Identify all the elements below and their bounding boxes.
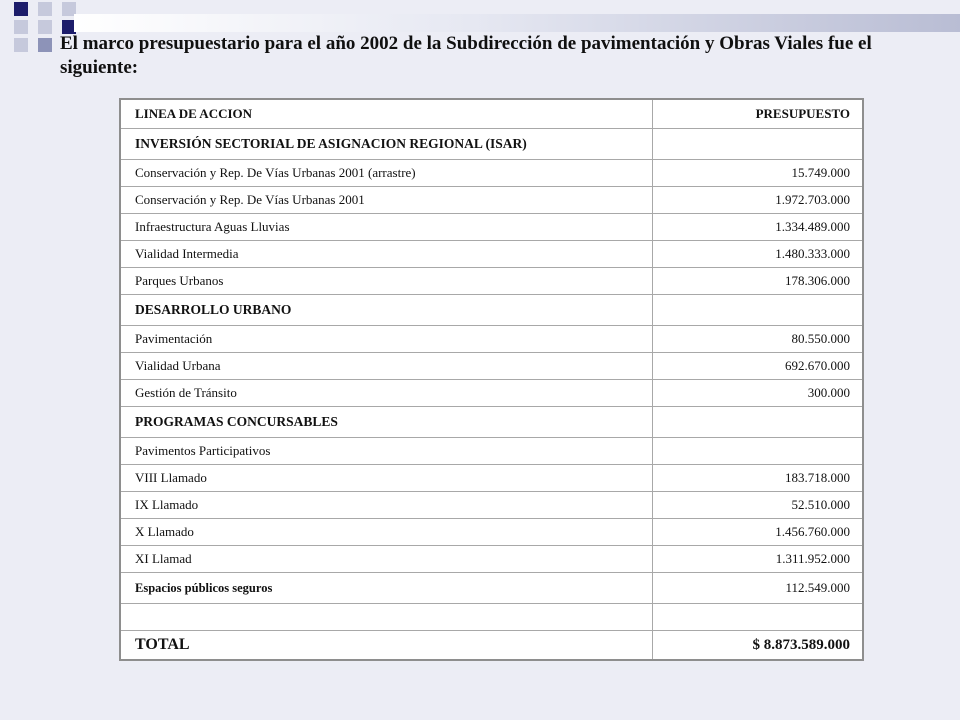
row-amount: 112.549.000 (653, 573, 864, 604)
table-row (120, 492, 863, 519)
row-amount: 1.311.952.000 (653, 546, 864, 573)
section-row-desarrollo-urbano (120, 295, 863, 326)
row-label: Espacios públicos seguros (120, 573, 653, 604)
row-label: Vialidad Urbana (120, 353, 653, 380)
column-header-line: LINEA DE ACCION (120, 99, 653, 129)
total-amount: $ 8.873.589.000 (653, 631, 864, 661)
table-row (120, 546, 863, 573)
row-amount (653, 438, 864, 465)
table-row (120, 187, 863, 214)
page-title: El marco presupuestario para el año 2002 de la Subdirección de pavimentación y Obras Viales fue el siguiente: (60, 33, 872, 78)
row-label: Vialidad Intermedia (120, 241, 653, 268)
empty-cell (653, 129, 864, 160)
table-row (120, 326, 863, 353)
decor-square-light (38, 2, 52, 16)
row-label: Pavimentación (120, 326, 653, 353)
table-row (120, 268, 863, 295)
decor-gradient-bar (74, 14, 960, 32)
row-amount: 1.480.333.000 (653, 241, 864, 268)
table-row (120, 353, 863, 380)
empty-cell (120, 604, 653, 631)
row-amount: 1.334.489.000 (653, 214, 864, 241)
row-label: Gestión de Tránsito (120, 380, 653, 407)
row-label: XI Llamad (120, 546, 653, 573)
section-title: PROGRAMAS CONCURSABLES (120, 407, 653, 438)
table-row (120, 438, 863, 465)
decor-square-light (14, 38, 28, 52)
row-amount: 52.510.000 (653, 492, 864, 519)
row-amount: 692.670.000 (653, 353, 864, 380)
table-row (120, 465, 863, 492)
decor-square-light (38, 20, 52, 34)
table-header-row (120, 99, 863, 129)
section-title: INVERSIÓN SECTORIAL DE ASIGNACION REGIONAL (ISAR) (120, 129, 653, 160)
row-label: VIII Llamado (120, 465, 653, 492)
row-label: Conservación y Rep. De Vías Urbanas 2001 (arrastre) (120, 160, 653, 187)
section-row-programas-concursables (120, 407, 863, 438)
row-label: Conservación y Rep. De Vías Urbanas 2001 (120, 187, 653, 214)
table-row (120, 380, 863, 407)
row-amount: 1.456.760.000 (653, 519, 864, 546)
empty-cell (653, 604, 864, 631)
empty-cell (653, 407, 864, 438)
section-row-isar (120, 129, 863, 160)
row-amount: 183.718.000 (653, 465, 864, 492)
row-label: IX Llamado (120, 492, 653, 519)
decor-square-light (14, 20, 28, 34)
row-amount: 15.749.000 (653, 160, 864, 187)
empty-cell (653, 295, 864, 326)
row-amount: 80.550.000 (653, 326, 864, 353)
blank-row (120, 604, 863, 631)
table-row (120, 573, 863, 604)
row-amount: 178.306.000 (653, 268, 864, 295)
table-row (120, 160, 863, 187)
table-row (120, 519, 863, 546)
row-label: Parques Urbanos (120, 268, 653, 295)
row-label: X Llamado (120, 519, 653, 546)
budget-table (119, 98, 864, 661)
row-label: Pavimentos Participativos (120, 438, 653, 465)
column-header-budget: PRESUPUESTO (653, 99, 864, 129)
row-amount: 300.000 (653, 380, 864, 407)
total-row (120, 631, 863, 661)
decor-square-navy (14, 2, 28, 16)
row-amount: 1.972.703.000 (653, 187, 864, 214)
total-label: TOTAL (120, 631, 653, 661)
row-label: Infraestructura Aguas Lluvias (120, 214, 653, 241)
table-row (120, 214, 863, 241)
section-title: DESARROLLO URBANO (120, 295, 653, 326)
table-row (120, 241, 863, 268)
decor-square-steel (38, 38, 52, 52)
